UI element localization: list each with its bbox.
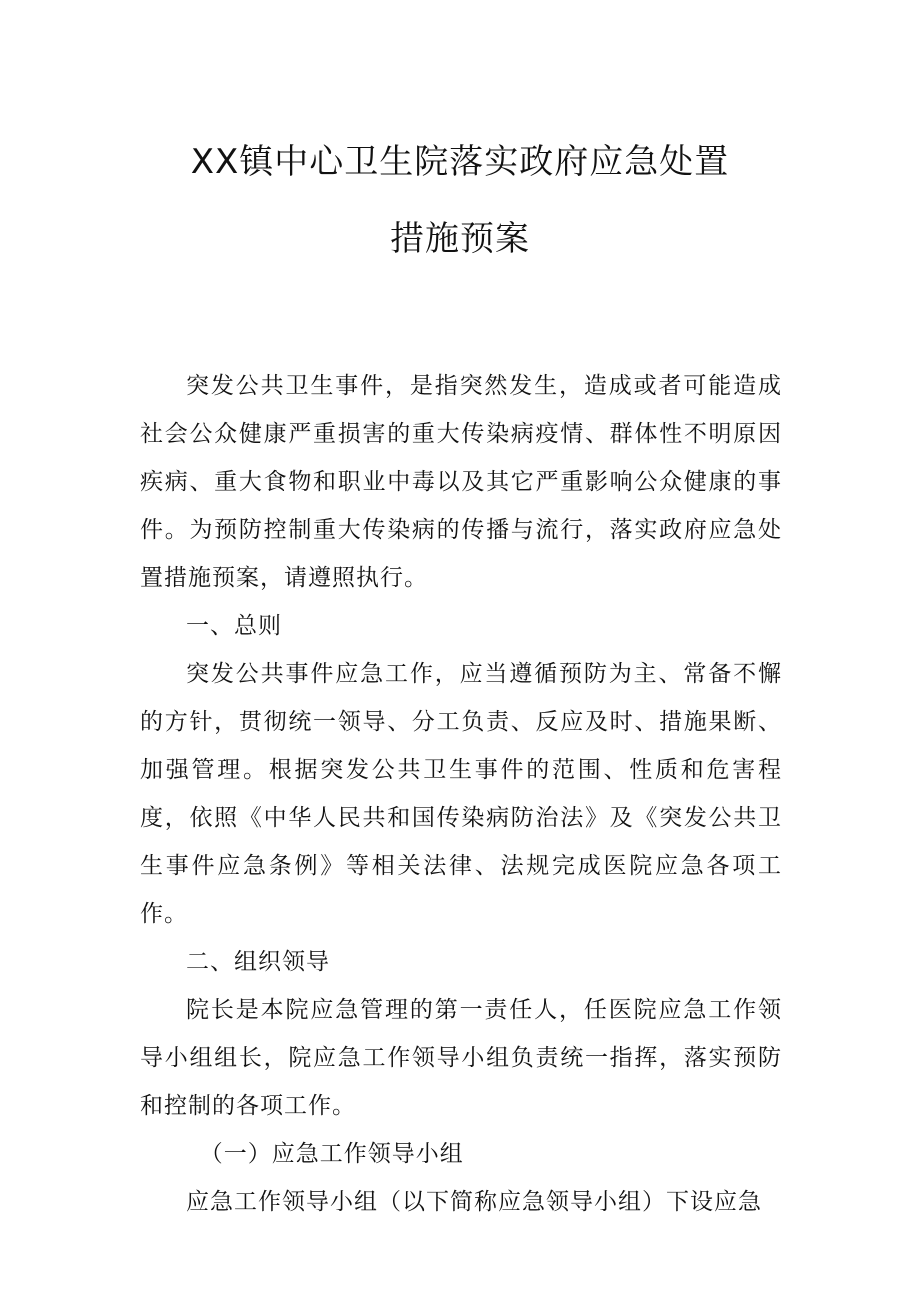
intro-paragraph: 突发公共卫生事件，是指突然发生，造成或者可能造成社会公众健康严重损害的重大传染病疫情、群体性不明原因疾病、重大食物和职业中毒以及其它严重影响公众健康的事件。为预防控制重大传染病的传播与流行，落实政府应急处置措施预案，请遵照执行。 xyxy=(140,373,782,591)
leading-group-paragraph: 应急工作领导小组（以下简称应急领导小组）下设应急 xyxy=(186,1189,762,1215)
document-title-line-2: 措施预案 xyxy=(390,219,530,259)
document-title-line-1: XX镇中心卫生院落实政府应急处置 xyxy=(190,142,730,182)
document-body xyxy=(140,362,782,1226)
organization-paragraph: 院长是本院应急管理的第一责任人，任医院应急工作领导小组组长，院应急工作领导小组负责统一指挥，落实预防和控制的各项工作。 xyxy=(140,997,782,1119)
general-paragraph: 突发公共事件应急工作，应当遵循预防为主、常备不懈的方针，贯彻统一领导、分工负责、反应及时、措施果断、加强管理。根据突发公共卫生事件的范围、性质和危害程度，依照《中华人民共和国传染病防治法》及《突发公共卫生事件应急条例》等相关法律、法规完成医院应急各项工作。 xyxy=(140,661,782,927)
section-heading-general: 一、总则 xyxy=(186,613,282,639)
subsection-heading-leading-group: （一）应急工作领导小组 xyxy=(199,1141,464,1167)
section-heading-organization: 二、组织领导 xyxy=(186,949,330,975)
